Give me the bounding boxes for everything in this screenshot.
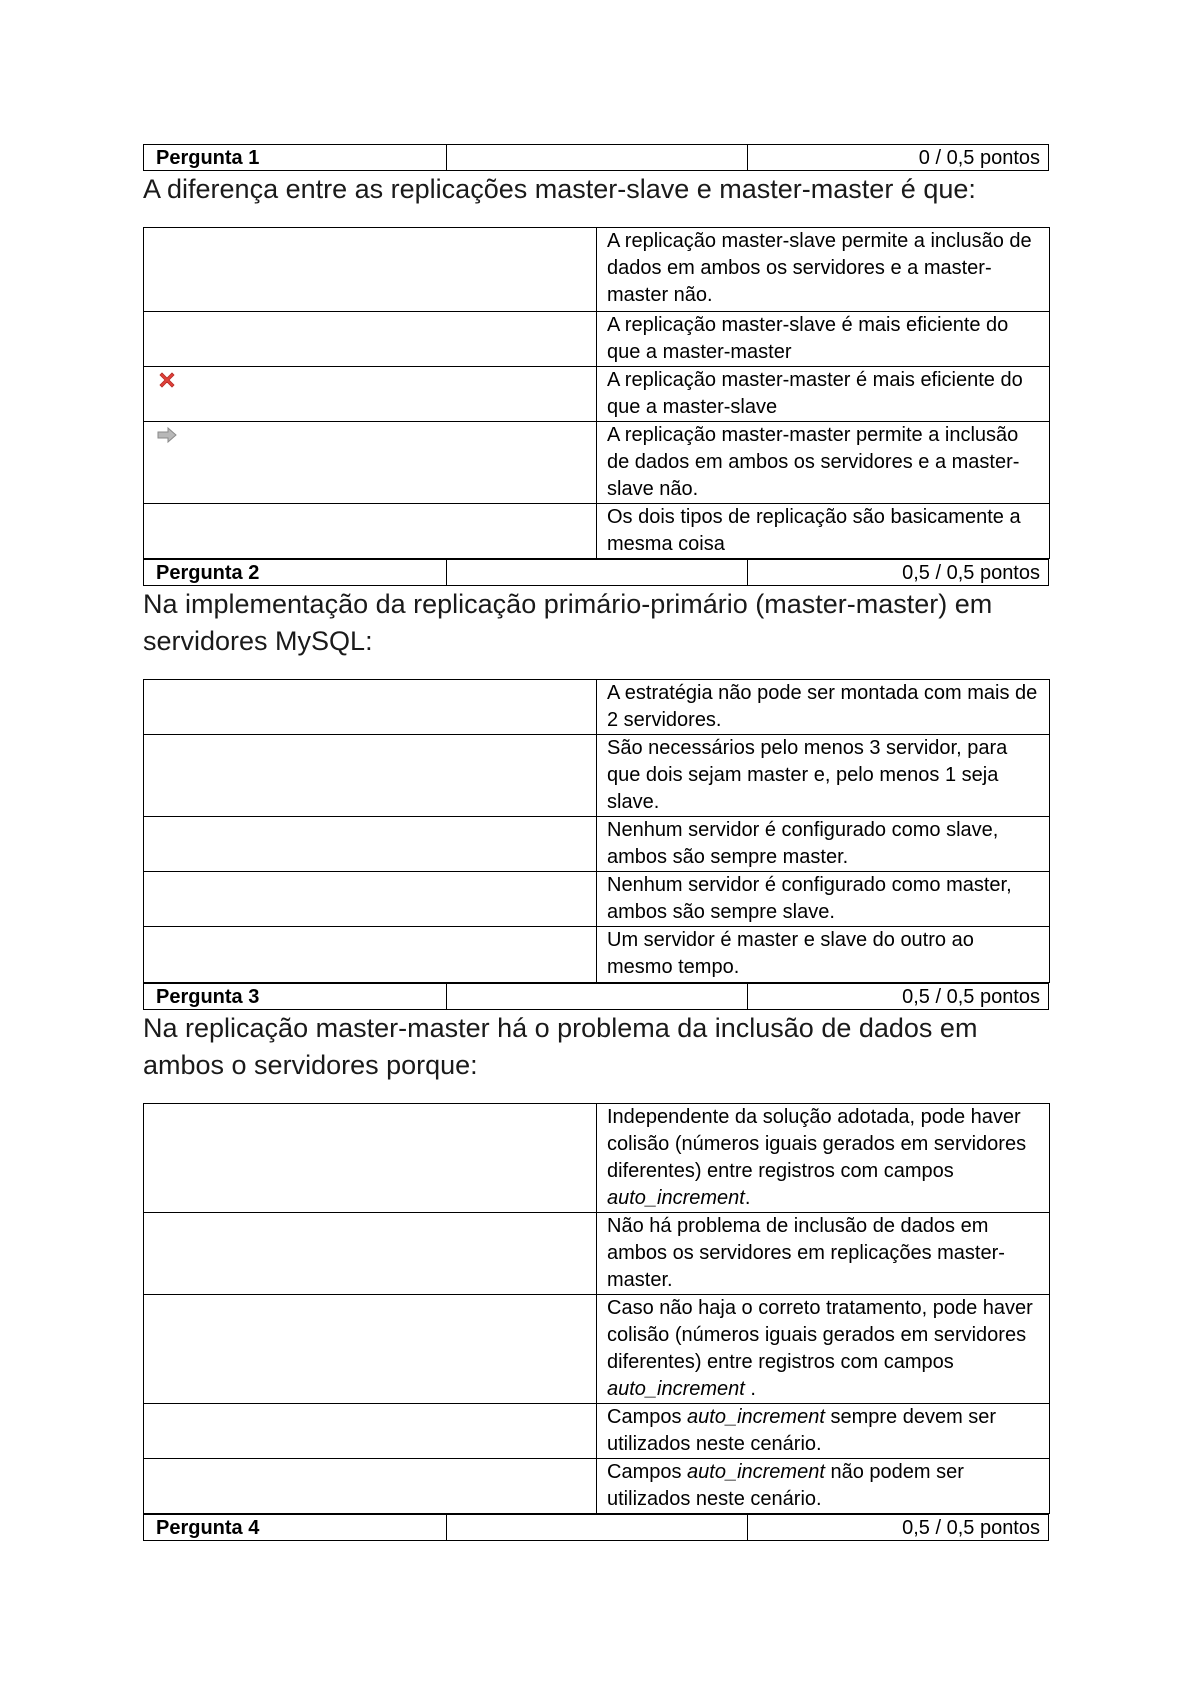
answer-marker-cell <box>144 1213 597 1295</box>
question-4-header <box>143 1514 1049 1541</box>
question-text: Na replicação master-master há o problema da inclusão de dados em ambos o servidores porque: <box>143 1013 978 1080</box>
answer-marker-cell <box>144 735 597 817</box>
answer-option-text: São necessários pelo menos 3 servidor, para que dois sejam master e, pelo menos 1 seja slave. <box>597 735 1050 817</box>
answer-option-text: Um servidor é master e slave do outro ao mesmo tempo. <box>597 927 1050 983</box>
option-text: Não há problema de inclusão de dados em ambos os servidores em replicações master-master. <box>607 1215 1005 1291</box>
question-1-header <box>143 144 1049 171</box>
option-text-end: não podem ser utilizados neste cenário. <box>607 1461 964 1510</box>
question-text: A diferença entre as replicações master-slave e master-master é que: <box>143 174 976 204</box>
answer-table-3 <box>143 1103 1050 1514</box>
question-score: 0,5 / 0,5 pontos <box>747 1515 1050 1540</box>
option-emphasis: auto_increment <box>687 1461 825 1483</box>
answer-marker-cell <box>144 817 597 872</box>
answer-marker-cell <box>144 1404 597 1459</box>
answer-row[interactable] <box>144 735 1050 817</box>
option-emphasis: auto_increment <box>687 1406 825 1428</box>
answer-row[interactable] <box>144 872 1050 927</box>
answer-marker-cell <box>144 504 597 559</box>
answer-option-text: Nenhum servidor é configurado como master, ambos são sempre slave. <box>597 872 1050 927</box>
option-text: Campos <box>607 1461 688 1483</box>
option-text: Caso não haja o correto tratamento, pode haver colisão (números iguais gerados em servidores diferentes) entre registros com campos <box>607 1297 1033 1373</box>
option-text: Campos <box>607 1406 688 1428</box>
answer-row[interactable] <box>144 504 1050 559</box>
answer-row[interactable] <box>144 817 1050 872</box>
answer-option-text <box>597 1295 1050 1404</box>
answer-table-2 <box>143 679 1050 983</box>
option-emphasis: auto_increment <box>607 1378 745 1400</box>
answer-row[interactable] <box>144 1295 1050 1404</box>
header-empty-cell <box>446 145 747 170</box>
question-3-header <box>143 983 1049 1010</box>
answer-option-text: A replicação master-slave é mais eficiente do que a master-master <box>597 312 1050 367</box>
x-icon <box>156 369 178 391</box>
answer-option-text: A replicação master-master permite a inclusão de dados em ambos os servidores e a master-slave não. <box>597 422 1050 504</box>
answer-option-text <box>597 1459 1050 1514</box>
answer-row[interactable] <box>144 927 1050 983</box>
option-text-end: . <box>744 1187 751 1209</box>
answer-marker-cell <box>144 680 597 735</box>
question-score: 0,5 / 0,5 pontos <box>747 560 1050 585</box>
answer-row[interactable] <box>144 367 1050 422</box>
answer-marker-cell <box>144 1104 597 1213</box>
answer-row[interactable] <box>144 422 1050 504</box>
answer-option-text: Nenhum servidor é configurado como slave, ambos são sempre master. <box>597 817 1050 872</box>
answer-option-text: Os dois tipos de replicação são basicamente a mesma coisa <box>597 504 1050 559</box>
question-label: Pergunta 4 <box>156 1517 260 1539</box>
arrow-icon <box>156 424 178 446</box>
answer-option-text: A replicação master-master é mais eficiente do que a master-slave <box>597 367 1050 422</box>
answer-marker-cell <box>144 228 597 312</box>
question-score: 0,5 / 0,5 pontos <box>747 984 1050 1009</box>
question-label: Pergunta 2 <box>156 562 260 584</box>
answer-row[interactable] <box>144 1459 1050 1514</box>
answer-marker-cell <box>144 872 597 927</box>
header-empty-cell <box>446 984 747 1009</box>
header-empty-cell <box>446 1515 747 1540</box>
question-label: Pergunta 1 <box>156 147 260 169</box>
question-label: Pergunta 3 <box>156 986 260 1008</box>
option-emphasis: auto_increment <box>607 1187 745 1209</box>
answer-marker-cell <box>144 1295 597 1404</box>
option-text-end: . <box>744 1378 756 1400</box>
answer-option-text: A replicação master-slave permite a inclusão de dados em ambos os servidores e a master-master não. <box>597 228 1050 312</box>
answer-row[interactable] <box>144 1213 1050 1295</box>
answer-row[interactable] <box>144 1104 1050 1213</box>
answer-row[interactable] <box>144 680 1050 735</box>
option-text-end: sempre devem ser utilizados neste cenário. <box>607 1406 997 1455</box>
answer-option-text <box>597 1404 1050 1459</box>
question-score: 0 / 0,5 pontos <box>747 145 1050 170</box>
answer-marker-cell <box>144 367 597 422</box>
option-text: Independente da solução adotada, pode haver colisão (números iguais gerados em servidores diferentes) entre registros com campos <box>607 1106 1027 1182</box>
answer-option-text <box>597 1104 1050 1213</box>
question-2-header <box>143 559 1049 586</box>
answer-row[interactable] <box>144 1404 1050 1459</box>
document <box>143 144 1049 1541</box>
answer-marker-cell <box>144 1459 597 1514</box>
answer-option-text <box>597 1213 1050 1295</box>
answer-option-text: A estratégia não pode ser montada com mais de 2 servidores. <box>597 680 1050 735</box>
answer-row[interactable] <box>144 228 1050 312</box>
answer-marker-cell <box>144 927 597 983</box>
answer-marker-cell <box>144 422 597 504</box>
answer-table-1 <box>143 227 1050 559</box>
question-text: Na implementação da replicação primário-primário (master-master) em servidores MySQL: <box>143 589 993 656</box>
header-empty-cell <box>446 560 747 585</box>
answer-row[interactable] <box>144 312 1050 367</box>
answer-marker-cell <box>144 312 597 367</box>
